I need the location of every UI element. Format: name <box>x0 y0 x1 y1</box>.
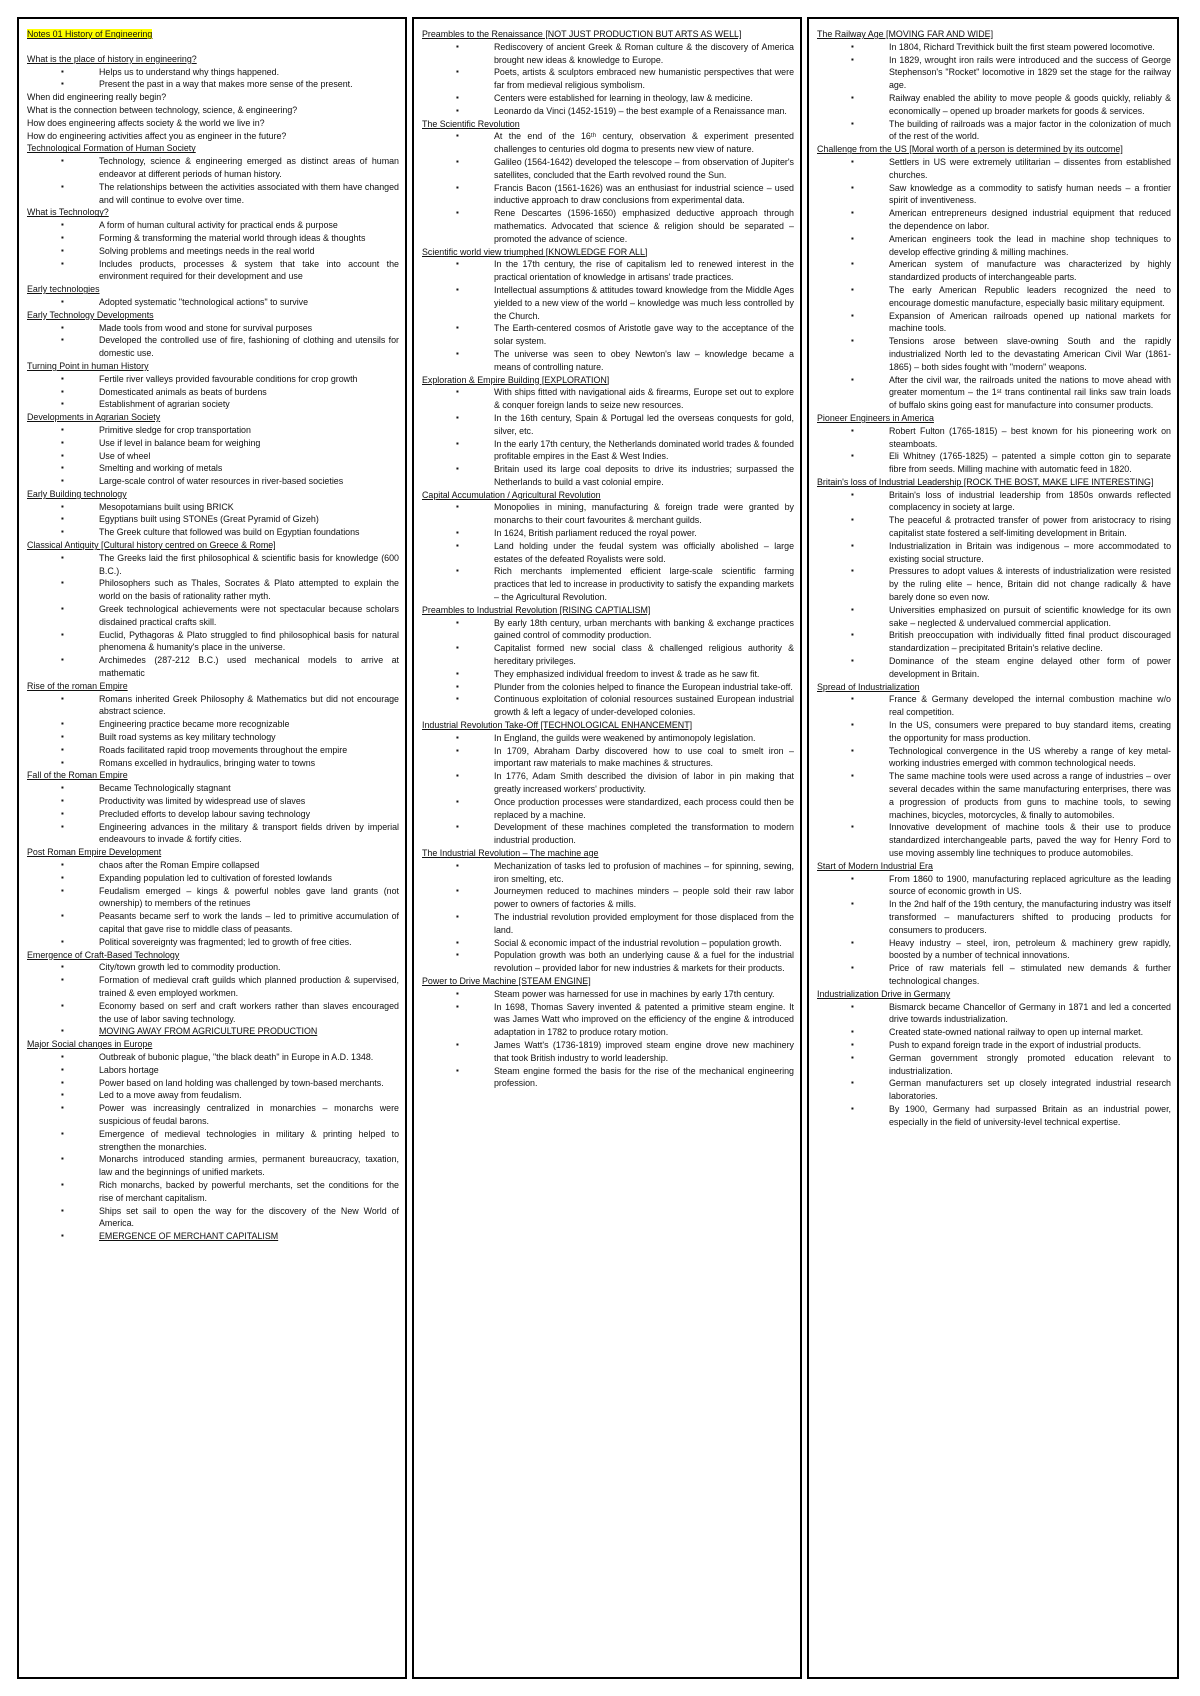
bullet-item: ▪ By 1900, Germany had surpassed Britain as an industrial power, especially in the field of university-level technical expertise. <box>817 1103 1171 1129</box>
bullet-item: ▪ The early American Republic leaders recognized the need to encourage domestic manufacture, especially basic military equipment. <box>817 284 1171 310</box>
bullet-item: ▪ Price of raw materials fell – stimulated new demands & further technological changes. <box>817 962 1171 988</box>
bullet-item: ▪ Monarchs introduced standing armies, permanent bureaucracy, taxation, law and the beginnings of unified markets. <box>27 1153 399 1179</box>
bullet-item: ▪ The peaceful & protracted transfer of power from aristocracy to rising capitalist state fostered a self-limiting development in Britain. <box>817 514 1171 540</box>
bullet-item: ▪ Euclid, Pythagoras & Plato struggled to find philosophical basis for natural phenomena & humanity's place in the universe. <box>27 629 399 655</box>
spacer <box>27 41 399 53</box>
section-heading: Preambles to Industrial Revolution [RISING CAPTIALISM] <box>422 604 651 615</box>
bullet-item: ▪ The same machine tools were used across a range of industries – over several decades within the same manufacturing enterprises, there was a progression of products from guns to machine tools, to sewing machines, bicycles, motorcycles, & finally to automobiles. <box>817 770 1171 821</box>
bullet-item: ▪ Industrialization in Britain was indigenous – more accommodated to existing social structure. <box>817 540 1171 566</box>
bullet-item: ▪ In 1776, Adam Smith described the division of labor in pin making that greatly increased workers' productivity. <box>422 770 794 796</box>
section-heading: The Industrial Revolution – The machine age <box>422 848 599 858</box>
bullet-item: ▪ Rich monarchs, backed by powerful merchants, set the conditions for the rise of merchant capitalism. <box>27 1179 399 1205</box>
bullet-item: ▪ In 1624, British parliament reduced the royal power. <box>422 527 794 540</box>
section-heading: Early technologies <box>27 284 100 295</box>
bullet-item: ▪ In the early 17th century, the Netherlands dominated world trades & founded profitable empires in the East & West Indies. <box>422 438 794 464</box>
section-heading: Exploration & Empire Building [EXPLORATION] <box>422 374 610 385</box>
bullet-item: ▪ In 1804, Richard Trevithick built the first steam powered locomotive. <box>817 41 1171 54</box>
bullet-item: ▪ Labors hortage <box>27 1064 399 1077</box>
bullet-item: ▪ The building of railroads was a major factor in the colonization of much of the rest of the world. <box>817 118 1171 144</box>
bullet-item: ▪ Developed the controlled use of fire, fashioning of clothing and utensils for domestic use. <box>27 334 399 360</box>
bullet-item: ▪ In the 16th century, Spain & Portugal led the overseas conquests for gold, silver, etc. <box>422 412 794 438</box>
section-heading: Industrial Revolution Take-Off [TECHNOLOGICAL ENHANCEMENT] <box>422 720 693 731</box>
bullet-item: ▪ Peasants became serf to work the lands – led to primitive accumulation of capital that gave rise to middle class of peasants. <box>27 910 399 936</box>
bullet-item: ▪ Philosophers such as Thales, Socrates & Plato attempted to explain the world on the basis of rationality rather myth. <box>27 577 399 603</box>
bullet-item-emphasis: ▪ EMERGENCE OF MERCHANT CAPITALISM <box>27 1230 399 1243</box>
question-line: How do engineering activities affect you as engineer in the future? <box>27 130 287 141</box>
section-heading: Early Technology Developments <box>27 309 154 320</box>
section-heading: Industrialization Drive in Germany <box>817 988 951 999</box>
bullet-item: ▪ Romans inherited Greek Philosophy & Mathematics but did not encourage abstract science. <box>27 693 399 719</box>
section-heading: Major Social changes in Europe <box>27 1039 153 1050</box>
bullet-item: ▪ Roads facilitated rapid troop movements throughout the empire <box>27 744 399 757</box>
bullet-item: ▪ A form of human cultural activity for practical ends & purpose <box>27 219 399 232</box>
bullet-item: ▪ Power based on land holding was challenged by town-based merchants. <box>27 1077 399 1090</box>
bullet-item: ▪ Push to expand foreign trade in the export of industrial products. <box>817 1039 1171 1052</box>
bullet-item: ▪ France & Germany developed the internal combustion machine w/o real competition. <box>817 693 1171 719</box>
bullet-item: ▪ Domesticated animals as beats of burdens <box>27 386 399 399</box>
bullet-item: ▪ Forming & transforming the material world through ideas & thoughts <box>27 232 399 245</box>
bullet-item: ▪ The relationships between the activities associated with them have changed and will continue to evolve over time. <box>27 181 399 207</box>
section-heading: Technological Formation of Human Society <box>27 143 196 154</box>
bullet-item: ▪ Romans excelled in hydraulics, bringing water to towns <box>27 757 399 770</box>
bullet-item: ▪ By early 18th century, urban merchants with banking & exchange practices gained control of commodity production. <box>422 617 794 643</box>
bullet-item: ▪ Development of these machines completed the transformation to modern industrial production. <box>422 821 794 847</box>
bullet-item: ▪ Settlers in US were extremely utilitarian – dissentes from established churches. <box>817 156 1171 182</box>
bullet-item: ▪ Fertile river valleys provided favourable conditions for crop growth <box>27 373 399 386</box>
notes-page <box>17 17 1179 1679</box>
section-heading: Start of Modern Industrial Era <box>817 860 933 871</box>
bullet-item: ▪ Engineering advances in the military & transport fields driven by imperial endeavours to invade & fortify cities. <box>27 821 399 847</box>
bullet-item: ▪ Railway enabled the ability to move people & goods quickly, reliably & economically – opened up broader markets for goods & services. <box>817 92 1171 118</box>
bullet-item: ▪ Capitalist formed new social class & challenged religious authority & hereditary privileges. <box>422 642 794 668</box>
bullet-item: ▪ Galileo (1564-1642) developed the telescope – from observation of Jupiter's satellites, concluded that the Earth revolved round the Sun. <box>422 156 794 182</box>
bullet-item: ▪ Solving problems and meetings needs in the real world <box>27 245 399 258</box>
section-heading: Developments in Agrarian Society <box>27 412 161 423</box>
bullet-item: ▪ Intellectual assumptions & attitudes toward knowledge from the Middle Ages yielded to a new view of the world – knowledge was much less controlled by the Church. <box>422 284 794 322</box>
bullet-item: ▪ In the US, consumers were prepared to buy standard items, creating the opportunity for mass production. <box>817 719 1171 745</box>
bullet-item: ▪ City/town growth led to commodity production. <box>27 961 399 974</box>
section-heading: Early Building technology <box>27 488 127 499</box>
bullet-item: ▪ Centers were established for learning in theology, law & medicine. <box>422 92 794 105</box>
bullet-item: ▪ Britain's loss of industrial leadership from 1850s onwards reflected complacency in society at large. <box>817 489 1171 515</box>
bullet-item: ▪ Rediscovery of ancient Greek & Roman culture & the discovery of America brought new ideas & knowledge to Europe. <box>422 41 794 67</box>
bullet-item: ▪ In the 2nd half of the 19th century, the manufacturing industry was itself transformed – manufacturers shifted to producing products for consumers to producers. <box>817 898 1171 936</box>
bullet-item: ▪ At the end of the 16ᵗʰ century, observation & experiment presented challenges to centuries old dogma to presents new view of nature. <box>422 130 794 156</box>
bullet-item: ▪ Became Technologically stagnant <box>27 782 399 795</box>
bullet-item: ▪ The universe was seen to obey Newton's law – knowledge became a means of controlling nature. <box>422 348 794 374</box>
bullet-item: ▪ Technological convergence in the US whereby a range of key metal-working industries emerged with common technological needs. <box>817 745 1171 771</box>
section-heading: The Railway Age [MOVING FAR AND WIDE] <box>817 29 994 39</box>
bullet-item: ▪ The Earth-centered cosmos of Aristotle gave way to the acceptance of the solar system. <box>422 322 794 348</box>
bullet-item: ▪ James Watt's (1736-1819) improved steam engine drove new machinery that took British industry to world leadership. <box>422 1039 794 1065</box>
section-heading: Turning Point in human History <box>27 360 149 371</box>
section-heading: Britain's loss of Industrial Leadership [ROCK THE BOST, MAKE LIFE INTERESTING] <box>817 476 1154 487</box>
bullet-item: ▪ Formation of medieval craft guilds which planned production & supervised, trained & even employed workmen. <box>27 974 399 1000</box>
bullet-item: ▪ Steam engine formed the basis for the rise of the mechanical engineering profession. <box>422 1065 794 1091</box>
section-heading: Pioneer Engineers in America <box>817 412 934 423</box>
bullet-item: ▪ Land holding under the feudal system was officially abolished – large estates of the defeated Royalists were sold. <box>422 540 794 566</box>
bullet-item: ▪ Continuous exploitation of colonial resources sustained European industrial growth & left a legacy of under-developed colonies. <box>422 693 794 719</box>
bullet-item: ▪ Present the past in a way that makes more sense of the present. <box>27 78 399 91</box>
bullet-item: ▪ Bismarck became Chancellor of Germany in 1871 and led a concerted drive towards industrialization. <box>817 1001 1171 1027</box>
bullet-item: ▪ With ships fitted with navigational aids & firearms, Europe set out to explore & conquer foreign lands to seize new resources. <box>422 386 794 412</box>
bullet-item: ▪ In 1829, wrought iron rails were introduced and the success of George Stephenson's "Rocket" locomotive in 1829 set the stage for the railway age. <box>817 54 1171 92</box>
bullet-item: ▪ Emergence of medieval technologies in military & printing helped to strengthen the monarchies. <box>27 1128 399 1154</box>
bullet-item: ▪ Adopted systematic "technological actions" to survive <box>27 296 399 309</box>
bullet-item: ▪ Technology, science & engineering emerged as distinct areas of human endeavor at different periods of human history. <box>27 155 399 181</box>
bullet-item: ▪ Robert Fulton (1765-1815) – best known for his pioneering work on steamboats. <box>817 425 1171 451</box>
bullet-item: ▪ Built road systems as key military technology <box>27 731 399 744</box>
bullet-item: ▪ Productivity was limited by widespread use of slaves <box>27 795 399 808</box>
bullet-item: ▪ Francis Bacon (1561-1626) was an enthusiast for industrial science – used inductive approach to draw conclusions from experimental data. <box>422 182 794 208</box>
section-heading: Capital Accumulation / Agricultural Revolution <box>422 489 601 500</box>
bullet-item: ▪ Use if level in balance beam for weighing <box>27 437 399 450</box>
column-3 <box>807 17 1179 1679</box>
bullet-item: ▪ Power was increasingly centralized in monarchies – monarchs were suspicious of feudal barons. <box>27 1102 399 1128</box>
bullet-item: ▪ Feudalism emerged – kings & powerful nobles gave land grants (not ownership) to members of the retinues <box>27 885 399 911</box>
bullet-item: ▪ Mechanization of tasks led to profusion of machines – for spinning, sewing, iron smelting, etc. <box>422 860 794 886</box>
bullet-item: ▪ Political sovereignty was fragmented; led to growth of free cities. <box>27 936 399 949</box>
bullet-item: ▪ Innovative development of machine tools & their use to produce standardized interchangeable parts, paved the way for Henry Ford to use moving assembly line techniques to produce automobiles. <box>817 821 1171 859</box>
bullet-item: ▪ Large-scale control of water resources in river-based societies <box>27 475 399 488</box>
bullet-item: ▪ Population growth was both an underlying cause & a fuel for the industrial revolution – provided labor for new industries & markets for their products. <box>422 949 794 975</box>
bullet-item: ▪ Britain used its large coal deposits to drive its industries; surpassed the Netherlands to build a vast colonial empire. <box>422 463 794 489</box>
bullet-item: ▪ Pressures to adopt values & interests of industrialization were resisted by the ruling elite – hence, Britain did not change radically & have barely done so even now. <box>817 565 1171 603</box>
question-line: How does engineering affects society & the world we live in? <box>27 117 265 128</box>
bullet-item: ▪ Led to a move away from feudalism. <box>27 1089 399 1102</box>
bullet-item: ▪ Greek technological achievements were not spectacular because scholars disdained practical crafts skill. <box>27 603 399 629</box>
bullet-item: ▪ Rich merchants implemented efficient large-scale scientific farming practices that led to increase in productivity to satisfy the expanding markets – the Agricultural Revolution. <box>422 565 794 603</box>
bullet-item: ▪ In 1698, Thomas Savery invented & patented a primitive steam engine. It was James Watt who improved on the efficiency of the engine & introduced adaptation in 1782 to produce rotary motion. <box>422 1001 794 1039</box>
bullet-item: ▪ American entrepreneurs designed industrial equipment that reduced the dependence on labor. <box>817 207 1171 233</box>
bullet-item: ▪ German government strongly promoted education relevant to industrialization. <box>817 1052 1171 1078</box>
bullet-item: ▪ In England, the guilds were weakened by antimonopoly legislation. <box>422 732 794 745</box>
bullet-item: ▪ Includes products, processes & system that take into account the environment required for their development and use <box>27 258 399 284</box>
bullet-item: ▪ Journeymen reduced to machines minders – people sold their raw labor power to owners of factories & mills. <box>422 885 794 911</box>
bullet-item: ▪ Expansion of American railroads opened up national markets for machine tools. <box>817 310 1171 336</box>
bullet-item: ▪ Dominance of the steam engine delayed other form of power development in Britain. <box>817 655 1171 681</box>
bullet-item: ▪ Made tools from wood and stone for survival purposes <box>27 322 399 335</box>
bullet-item: ▪ Use of wheel <box>27 450 399 463</box>
bullet-item: ▪ Plunder from the colonies helped to finance the European industrial take-off. <box>422 681 794 694</box>
bullet-item: ▪ Heavy industry – steel, iron, petroleum & machinery grew rapidly, boosted by a number of technical innovations. <box>817 937 1171 963</box>
bullet-item: ▪ Once production processes were standardized, each process could then be replaced by a machine. <box>422 796 794 822</box>
page-title-line <box>27 28 399 41</box>
column-2 <box>412 17 802 1679</box>
bullet-item: ▪ Tensions arose between slave-owning South and the rapidly industrialized North led to the devastating American Civil War (1861-1865) – both sides fought with "modern" weapons. <box>817 335 1171 373</box>
bullet-item: ▪ Economy based on serf and craft workers rather than slaves encouraged the use of labor saving technology. <box>27 1000 399 1026</box>
bullet-item: ▪ American engineers took the lead in machine shop techniques to develop effective grinding & milling machines. <box>817 233 1171 259</box>
section-heading: Power to Drive Machine [STEAM ENGINE] <box>422 975 591 986</box>
column-1 <box>17 17 407 1679</box>
bullet-item: ▪ German manufacturers set up closely integrated industrial research laboratories. <box>817 1077 1171 1103</box>
bullet-item: ▪ Leonardo da Vinci (1452-1519) – the best example of a Renaissance man. <box>422 105 794 118</box>
bullet-item: ▪ Mesopotamians built using BRICK <box>27 501 399 514</box>
bullet-item: ▪ Ships set sail to open the way for the discovery of the New World of America. <box>27 1205 399 1231</box>
bullet-item: ▪ The industrial revolution provided employment for those displaced from the land. <box>422 911 794 937</box>
section-heading: Preambles to the Renaissance [NOT JUST PRODUCTION BUT ARTS AS WELL] <box>422 29 742 39</box>
bullet-item: ▪ Steam power was harnessed for use in machines by early 17th century. <box>422 988 794 1001</box>
bullet-item: ▪ Primitive sledge for crop transportation <box>27 424 399 437</box>
bullet-item: ▪ In the 17th century, the rise of capitalism led to renewed interest in the practical orientation of knowledge in artisans' trade practices. <box>422 258 794 284</box>
page-title: Notes 01 History of Engineering <box>27 29 153 39</box>
bullet-item: ▪ Poets, artists & sculptors embraced new humanistic perspectives that were far from medieval religious symbolism. <box>422 66 794 92</box>
section-heading: The Scientific Revolution <box>422 118 520 129</box>
bullet-item: ▪ After the civil war, the railroads united the nations to move ahead with greater momentum – the 1ˢᵗ trans continental rail links saw train loads of buffalo skins going east for manufacture into consumer products. <box>817 374 1171 412</box>
bullet-item: ▪ chaos after the Roman Empire collapsed <box>27 859 399 872</box>
bullet-item: ▪ They emphasized individual freedom to invest & trade as he saw fit. <box>422 668 794 681</box>
section-heading: Post Roman Empire Development <box>27 847 162 858</box>
section-heading: What is the place of history in engineering? <box>27 53 197 64</box>
bullet-item: ▪ British preoccupation with individually fitted final product discouraged standardization – precipitated Britain's relative decline. <box>817 629 1171 655</box>
bullet-item: ▪ Archimedes (287-212 B.C.) used mechanical models to arrive at mathematic <box>27 654 399 680</box>
bullet-item: ▪ Rene Descartes (1596-1650) emphasized deductive approach through mathematics. Advocated that science & religion should be separated – promoted the advance of science. <box>422 207 794 245</box>
section-heading: Classical Antiquity [Cultural history centred on Greece & Rome] <box>27 540 276 551</box>
section-heading: Rise of the roman Empire <box>27 680 128 691</box>
bullet-item: ▪ Helps us to understand why things happened. <box>27 66 399 79</box>
bullet-item: ▪ Establishment of agrarian society <box>27 398 399 411</box>
bullet-item: ▪ Created state-owned national railway to open up internal market. <box>817 1026 1171 1039</box>
bullet-item: ▪ Precluded efforts to develop labour saving technology <box>27 808 399 821</box>
section-heading: Scientific world view triumphed [KNOWLEDGE FOR ALL] <box>422 246 648 257</box>
bullet-item: ▪ Expanding population led to cultivation of forested lowlands <box>27 872 399 885</box>
bullet-item: ▪ Monopolies in mining, manufacturing & foreign trade were granted by monarchs to their court favourites & merchant guilds. <box>422 501 794 527</box>
question-line: When did engineering really begin? <box>27 92 167 103</box>
bullet-item-emphasis: ▪ MOVING AWAY FROM AGRICULTURE PRODUCTION <box>27 1025 399 1038</box>
bullet-item: ▪ In 1709, Abraham Darby discovered how to use coal to smelt iron – important raw materials to make machines & structures. <box>422 745 794 771</box>
bullet-item: ▪ Outbreak of bubonic plague, "the black death" in Europe in A.D. 1348. <box>27 1051 399 1064</box>
bullet-item: ▪ The Greek culture that followed was build on Egyptian foundations <box>27 526 399 539</box>
bullet-item: ▪ Engineering practice became more recognizable <box>27 718 399 731</box>
bullet-item: ▪ The Greeks laid the first philosophical & scientific basis for knowledge (600 B.C.). <box>27 552 399 578</box>
section-heading: What is Technology? <box>27 207 109 218</box>
bullet-item: ▪ Social & economic impact of the industrial revolution – population growth. <box>422 937 794 950</box>
bullet-item: ▪ Eli Whitney (1765-1825) – patented a simple cotton gin to separate fibre from seeds. Milling machine with automatic feed in 1820. <box>817 450 1171 476</box>
bullet-item: ▪ Egyptians built using STONEs (Great Pyramid of Gizeh) <box>27 513 399 526</box>
section-heading: Challenge from the US [Moral worth of a person is determined by its outcome] <box>817 144 1123 155</box>
question-line: What is the connection between technology, science, & engineering? <box>27 104 298 115</box>
bullet-item: ▪ Saw knowledge as a commodity to satisfy human needs – a frontier spirit of inventiveness. <box>817 182 1171 208</box>
section-heading: Emergence of Craft-Based Technology <box>27 949 180 960</box>
bullet-item: ▪ From 1860 to 1900, manufacturing replaced agriculture as the leading source of economic growth in US. <box>817 873 1171 899</box>
section-heading: Spread of Industrialization <box>817 681 920 692</box>
bullet-item: ▪ American system of manufacture was characterized by highly standardized products of interchangeable parts. <box>817 258 1171 284</box>
bullet-item: ▪ Universities emphasized on pursuit of scientific knowledge for its own sake – neglected & undervalued commercial application. <box>817 604 1171 630</box>
section-heading: Fall of the Roman Empire <box>27 770 128 781</box>
bullet-item: ▪ Smelting and working of metals <box>27 462 399 475</box>
